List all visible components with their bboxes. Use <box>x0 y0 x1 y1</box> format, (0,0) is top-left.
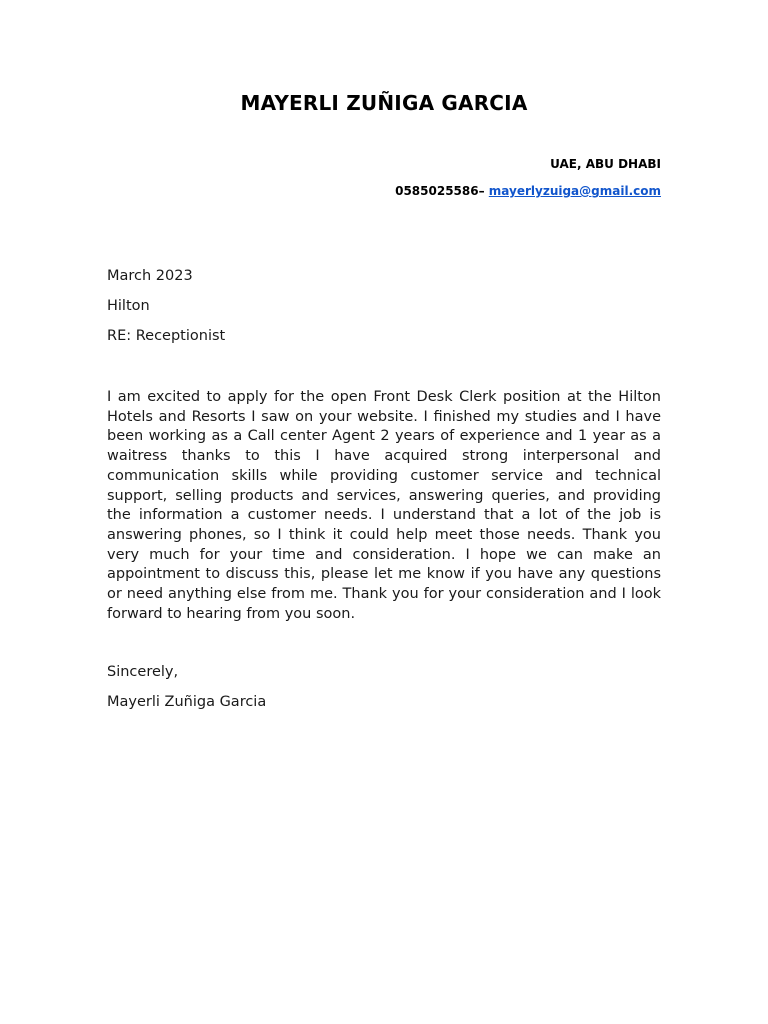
letter-subject: RE: Receptionist <box>107 328 226 344</box>
applicant-name-heading: MAYERLI ZUÑIGA GARCIA <box>240 91 528 115</box>
location-line: UAE, ABU DHABI <box>550 157 661 171</box>
contact-line <box>395 184 661 198</box>
letter-date: March 2023 <box>107 268 193 284</box>
email-link[interactable]: mayerlyzuiga@gmail.com <box>488 184 661 198</box>
letter-closing: Sincerely, <box>107 664 179 680</box>
letter-body: I am excited to apply for the open Front Desk Clerk position at the Hilton Hotels and Resorts I saw on your website. I finished my studies and I have been working as a Call center Agent 2 years of experience and 1 year as a waitress thanks to this I have acquired strong interpersonal and communication skills while providing customer service and technical support, selling products and services, answering queries, and providing the information a customer needs. I understand that a lot of the job is answering phones, so I think it could help meet those needs. Thank you very much for your time and consideration. I hope we can make an appointment to discuss this, please let me know if you have any questions or need anything else from me. Thank you for your consideration and I look forward to hearing from you soon. <box>107 389 661 622</box>
phone-number: 0585025586– <box>395 184 485 198</box>
letter-signature: Mayerli Zuñiga Garcia <box>107 694 267 710</box>
recipient-company: Hilton <box>107 298 150 314</box>
